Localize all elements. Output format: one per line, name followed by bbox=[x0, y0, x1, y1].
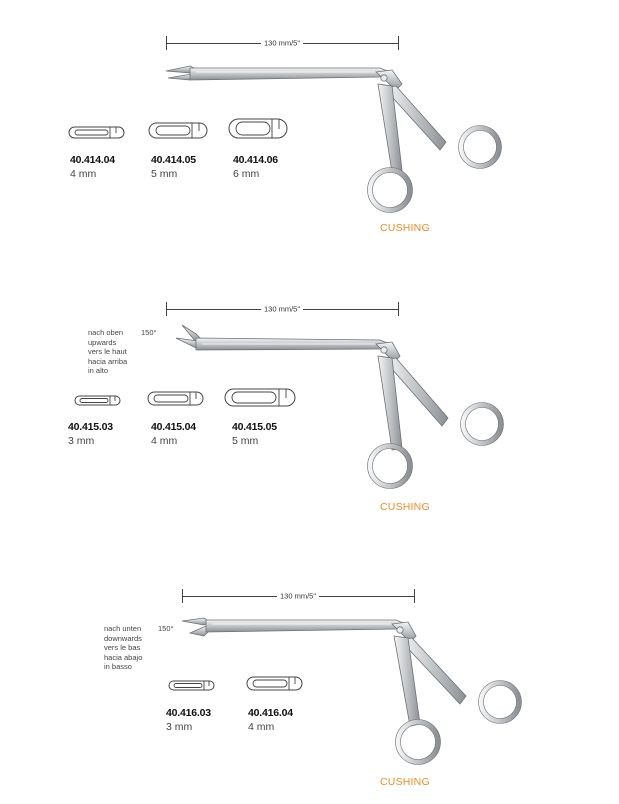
product-size: 3 mm bbox=[166, 721, 193, 733]
product-code: 40.416.04 bbox=[248, 707, 293, 719]
product-size: 6 mm bbox=[233, 168, 260, 180]
product-size: 3 mm bbox=[68, 435, 95, 447]
product-size: 5 mm bbox=[232, 435, 259, 447]
jaw-tip-icon-3mm bbox=[168, 680, 218, 692]
product-code: 40.414.05 bbox=[151, 154, 196, 166]
direction-text: nach unten downwards vers le bas hacia abajo in basso bbox=[104, 624, 143, 672]
product-size: 4 mm bbox=[248, 721, 275, 733]
product-code: 40.415.04 bbox=[151, 421, 196, 433]
jaw-tip-icon-4mm bbox=[246, 676, 306, 692]
product-code: 40.415.03 bbox=[68, 421, 113, 433]
brand-label: CUSHING bbox=[380, 501, 430, 513]
product-code: 40.414.04 bbox=[70, 154, 115, 166]
product-size: 4 mm bbox=[151, 435, 178, 447]
angle-label: 150° bbox=[158, 624, 174, 633]
brand-label: CUSHING bbox=[380, 222, 430, 234]
product-size: 5 mm bbox=[151, 168, 178, 180]
product-code: 40.415.05 bbox=[232, 421, 277, 433]
dimension-label: 130 mm/5" bbox=[277, 592, 319, 601]
dimension-label: 130 mm/5" bbox=[261, 305, 303, 314]
angle-label: 150° bbox=[141, 328, 157, 337]
brand-label: CUSHING bbox=[380, 776, 430, 788]
product-code: 40.416.03 bbox=[166, 707, 211, 719]
dimension-label: 130 mm/5" bbox=[261, 39, 303, 48]
direction-text: nach oben upwards vers le haut hacia arriba in alto bbox=[88, 328, 128, 376]
product-size: 4 mm bbox=[70, 168, 97, 180]
product-code: 40.414.06 bbox=[233, 154, 278, 166]
